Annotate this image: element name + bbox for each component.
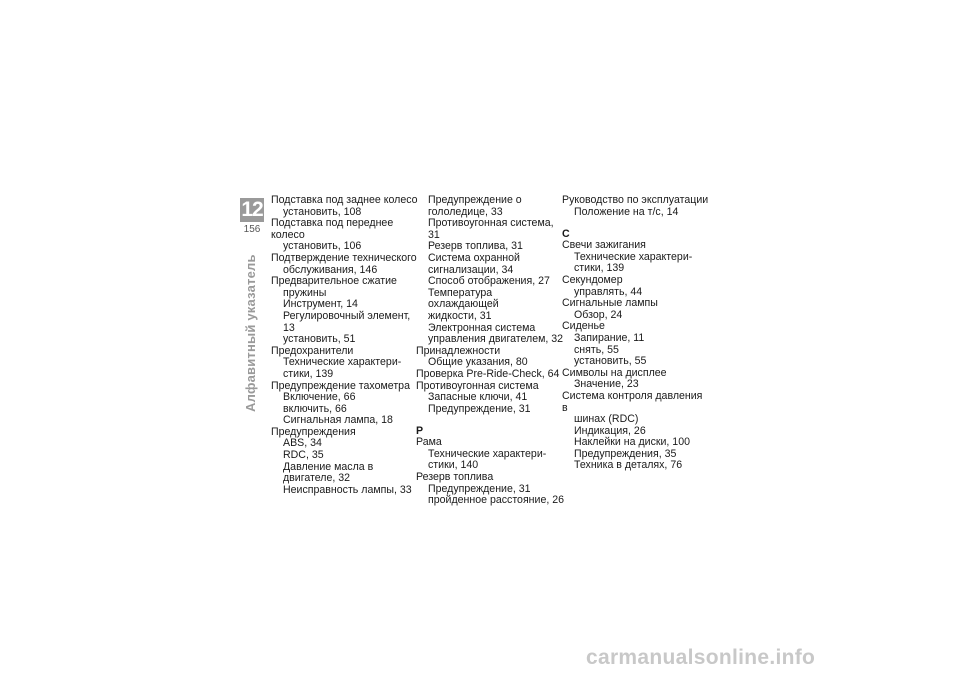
index-subentry: включить, 66	[283, 402, 347, 415]
index-entry: Секундомер	[562, 273, 623, 286]
index-column-3	[562, 195, 710, 472]
index-entry: Предупреждение тахометра	[271, 379, 410, 392]
index-subentry: Температура охлаждающей	[428, 286, 499, 311]
index-subentry: Значение, 23	[574, 378, 639, 391]
index-subentry: Обзор, 24	[574, 308, 623, 321]
watermark: carmanualsonline.info	[586, 646, 816, 669]
index-subentry: двигателе, 32	[283, 472, 351, 485]
index-subentry: Сигнальная лампа, 18	[283, 414, 393, 427]
index-entry: Свечи зажигания	[562, 239, 646, 252]
index-subentry: установить, 106	[283, 240, 362, 253]
index-column-1	[271, 195, 419, 496]
index-subentry: RDC, 35	[283, 449, 324, 462]
index-subentry: жидкости, 31	[428, 309, 492, 322]
index-column-2	[416, 195, 564, 507]
index-subentry: Запасные ключи, 41	[428, 391, 528, 404]
index-subentry: Предупреждения, 35	[574, 447, 677, 460]
index-subentry: Технические характери-	[428, 447, 547, 460]
index-subentry: Предупреждение о	[428, 194, 522, 206]
index-subentry: ABS, 34	[283, 437, 322, 450]
index-subentry: пройденное расстояние, 26	[428, 494, 565, 507]
index-entry: Сигнальные лампы	[562, 297, 658, 310]
index-subentry: стики, 139	[574, 262, 625, 275]
index-subentry: управления двигателем, 32	[428, 333, 564, 346]
index-subentry: Предупреждение, 31	[428, 402, 531, 415]
index-subentry: Резерв топлива, 31	[428, 240, 523, 253]
index-subentry: Техника в деталях, 76	[574, 459, 683, 472]
index-entry: Система контроля давления в	[562, 389, 703, 414]
index-subentry: Противоугонная система, 31	[428, 217, 554, 241]
index-subentry: Положение на т/с, 14	[574, 205, 679, 218]
index-entry: Предупреждения	[271, 425, 356, 438]
index-subentry: Общие указания, 80	[428, 356, 528, 369]
index-subentry: Давление масла в	[283, 460, 374, 473]
index-subentry: Инструмент, 14	[283, 298, 358, 311]
index-subentry: Индикация, 26	[574, 424, 646, 437]
index-subentry: Запирание, 11	[574, 331, 645, 344]
index-entry: Подставка под заднее колесо	[271, 194, 418, 206]
index-subentry: Регулировочный элемент, 13	[283, 309, 411, 334]
index-entry: Принадлежности	[416, 344, 501, 357]
index-entry: Предварительное сжатие	[271, 275, 397, 288]
index-subentry: Система охранной	[428, 251, 520, 264]
index-subentry: снять, 55	[574, 343, 619, 356]
chapter-number: 12	[241, 198, 263, 221]
index-entry: Проверка Pre-Ride-Check, 64	[416, 367, 560, 380]
index-entry: Руководство по эксплуатации	[562, 194, 709, 206]
index-subentry: Наклейки на диски, 100	[574, 436, 690, 449]
index-subentry: пружины	[283, 286, 327, 299]
index-entry: Противоугонная система	[416, 379, 539, 392]
chapter-block	[240, 198, 264, 235]
index-entry: Подставка под переднее колесо	[271, 217, 394, 241]
index-letter-heading: Р	[416, 425, 424, 438]
index-entry: Сиденье	[562, 320, 605, 333]
index-subentry: шинах (RDC)	[574, 413, 639, 426]
index-subentry: Включение, 66	[283, 391, 356, 404]
index-subentry: Неисправность лампы, 33	[283, 483, 412, 496]
index-subentry: Способ отображения, 27	[428, 275, 550, 288]
index-subentry: Предупреждение, 31	[428, 482, 531, 495]
index-entry: Резерв топлива	[416, 471, 494, 484]
section-side-title: Алфавитный указатель	[243, 254, 258, 412]
index-entry: Рама	[416, 436, 442, 449]
index-subentry: гололедице, 33	[428, 205, 503, 218]
index-letter-heading: С	[562, 228, 570, 241]
index-subentry: Технические характери-	[574, 250, 693, 263]
index-entry: Предохранители	[271, 344, 354, 357]
index-subentry: установить, 108	[283, 205, 362, 218]
index-subentry: сигнализации, 34	[428, 263, 514, 276]
index-subentry: управлять, 44	[574, 285, 643, 298]
index-subentry: обслуживания, 146	[283, 263, 378, 276]
index-subentry: установить, 55	[574, 355, 647, 368]
page-number: 156	[243, 224, 261, 235]
index-subentry: установить, 51	[283, 333, 356, 346]
index-subentry: Технические характери-	[283, 356, 402, 369]
index-subentry: Электронная система	[428, 321, 536, 334]
index-entry: Символы на дисплее	[562, 366, 667, 379]
index-subentry: стики, 140	[428, 459, 479, 472]
index-entry: Подтверждение технического	[271, 251, 417, 264]
index-subentry: стики, 139	[283, 367, 334, 380]
